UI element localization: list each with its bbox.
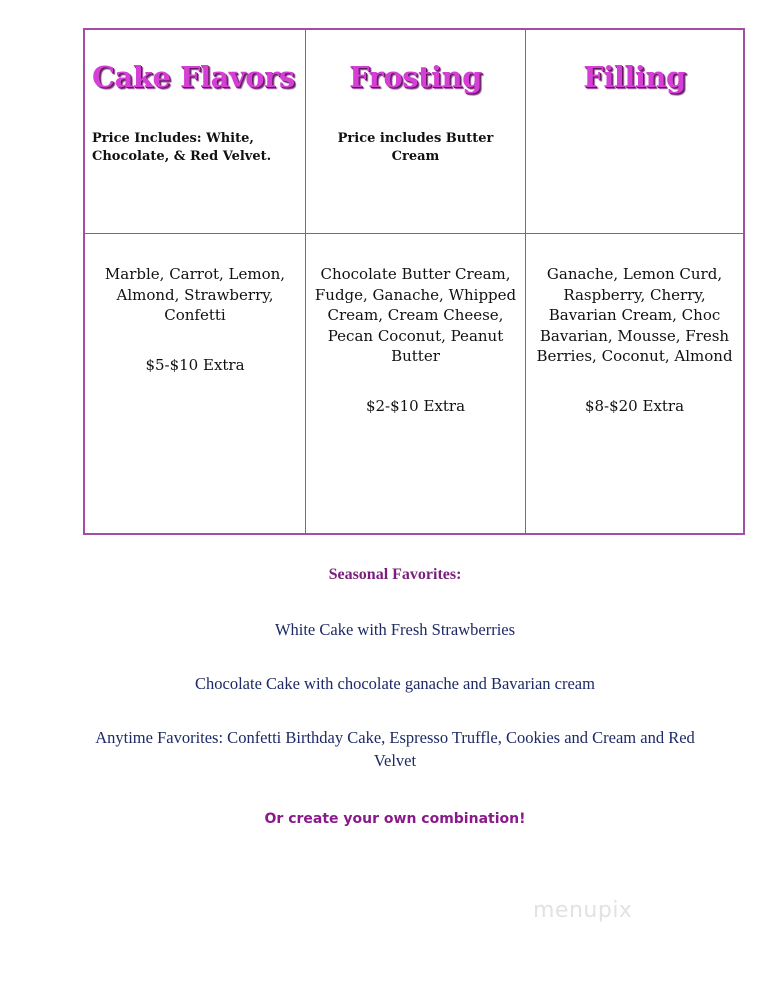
- cake-flavors-heading: Cake Flavors: [92, 60, 295, 94]
- frosting-price-note: Price includes Butter Cream: [337, 131, 494, 164]
- menu-options-table: [83, 28, 745, 535]
- filling-price: $8-$20 Extra: [584, 397, 685, 415]
- menupix-watermark: menupix: [533, 898, 633, 923]
- cake-flavors-price: $5-$10 Extra: [145, 356, 245, 374]
- frosting-header-cell: [306, 30, 526, 234]
- filling-header-cell: [526, 30, 743, 234]
- seasonal-favorites-title: Seasonal Favorites:: [328, 566, 462, 583]
- anytime-favorites: Anytime Favorites: Confetti Birthday Cake, Espresso Truffle, Cookies and Cream and Red Velvet: [95, 728, 695, 770]
- frosting-list: Chocolate Butter Cream, Fudge, Ganache, Whipped Cream, Cream Cheese, Pecan Coconut, Peanut Butter: [314, 265, 517, 365]
- filling-list: Ganache, Lemon Curd, Raspberry, Cherry, Bavarian Cream, Choc Bavarian, Mousse, Fresh Berries, Coconut, Almond: [536, 265, 733, 365]
- create-your-own-note: Or create your own combination!: [264, 811, 526, 827]
- cake-flavors-header-cell: [85, 30, 306, 234]
- seasonal-item: White Cake with Fresh Strawberries: [274, 620, 516, 639]
- seasonal-item: Chocolate Cake with chocolate ganache and Bavarian cream: [195, 674, 595, 693]
- frosting-heading: Frosting: [349, 60, 482, 94]
- cake-flavors-price-note: Price Includes: White, Chocolate, & Red Velvet.: [92, 131, 272, 164]
- frosting-price: $2-$10 Extra: [365, 397, 466, 415]
- filling-heading: Filling: [583, 60, 686, 94]
- frosting-items-cell: [306, 234, 526, 533]
- filling-items-cell: [526, 234, 743, 533]
- cake-flavors-items-cell: [85, 234, 306, 533]
- cake-flavors-list: Marble, Carrot, Lemon, Almond, Strawberry, Confetti: [104, 265, 286, 324]
